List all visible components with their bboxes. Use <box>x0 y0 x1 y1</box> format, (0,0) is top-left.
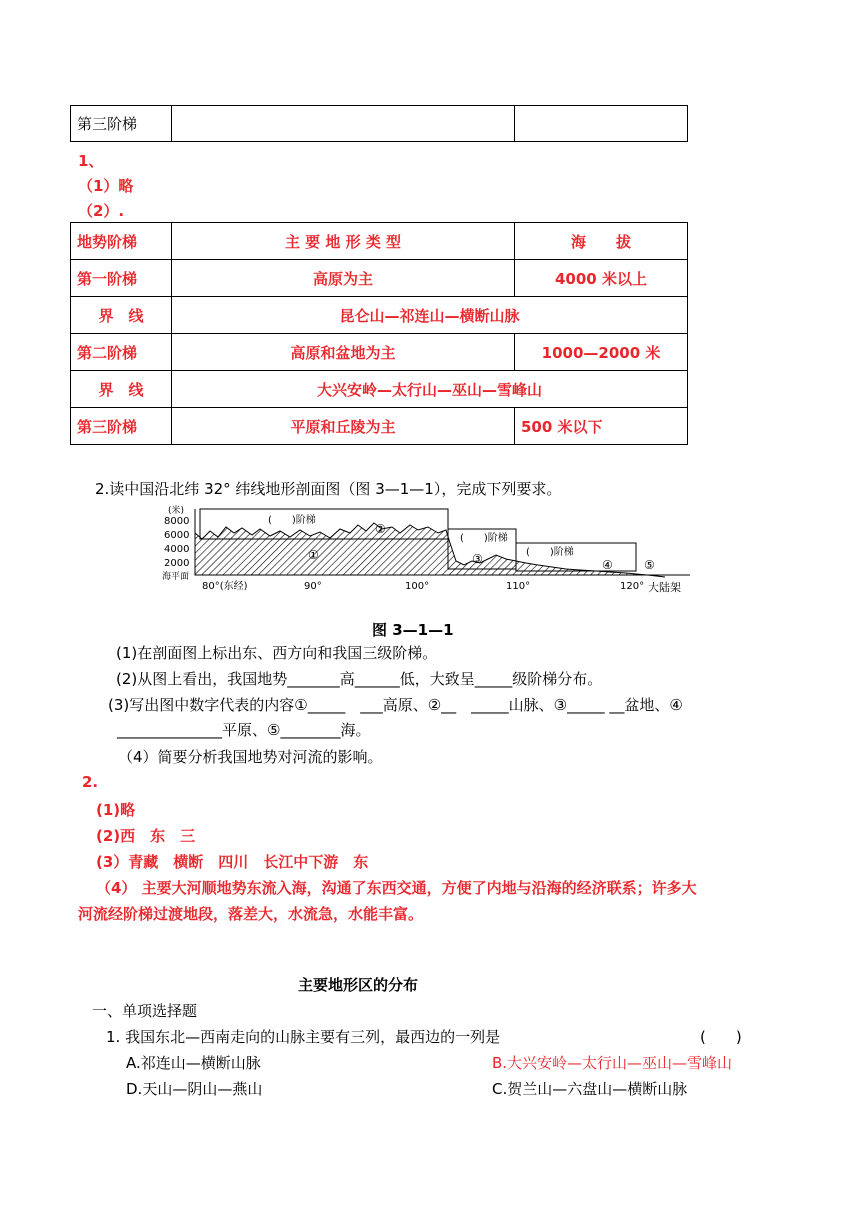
q2-subq1: (1)在剖面图上标出东、西方向和我国三级阶梯。 <box>116 644 438 662</box>
shelf-label: 大陆架 <box>648 581 681 594</box>
answer2-a1: (1)略 <box>96 801 136 819</box>
option-d: D.天山—阴山—燕山 <box>126 1080 263 1098</box>
q2-subq3: (3)写出图中数字代表的内容①_____ ___高原、②__ _____山脉、③_____ __盆地、④ <box>108 696 683 714</box>
x-tick: 80°(东经) <box>202 581 248 592</box>
marker-3: ③ <box>472 552 483 566</box>
answer-table-cell: 1000—2000 米 <box>515 334 688 371</box>
answer-table-cell: 第三阶梯 <box>71 408 172 445</box>
top-table-row-label: 第三阶梯 <box>71 106 172 142</box>
answer-table-cell: 昆仑山—祁连山—横断山脉 <box>172 297 688 334</box>
top-table-cell <box>515 106 688 142</box>
answer-table-cell: 第一阶梯 <box>71 260 172 297</box>
option-b: B.大兴安岭—太行山—巫山—雪峰山 <box>492 1054 733 1072</box>
answer-table-cell: 500 米以下 <box>515 408 688 445</box>
marker-4: ④ <box>602 558 613 572</box>
answer-table-header: 海 拔 <box>515 223 688 260</box>
y-tick: 8000 <box>164 516 190 527</box>
y-tick: 海平面 <box>162 572 190 582</box>
answer-table-cell: 4000 米以上 <box>515 260 688 297</box>
top-table-cell <box>172 106 515 142</box>
step-label: ( )阶梯 <box>460 533 508 544</box>
marker-1: ① <box>308 548 319 562</box>
x-tick: 110° <box>506 581 531 592</box>
x-tick: 90° <box>304 581 322 592</box>
answer2-a2: (2)西 东 三 <box>96 827 196 845</box>
answer2-num: 2. <box>82 773 99 791</box>
answer-table-cell: 高原和盆地为主 <box>172 334 515 371</box>
option-a: A.祁连山—横断山脉 <box>126 1054 261 1072</box>
answer-table-cell: 第二阶梯 <box>71 334 172 371</box>
top-table <box>70 105 688 142</box>
answer2-a4-cont: 河流经阶梯过渡地段，落差大，水流急，水能丰富。 <box>78 905 424 923</box>
profile-figure <box>160 503 700 598</box>
answer2-a4: （4） 主要大河顺地势东流入海，沟通了东西交通，方便了内地与沿海的经济联系；许多大 <box>96 879 697 897</box>
x-tick: 100° <box>405 581 430 592</box>
answer2-a3: (3）青藏 横断 四川 长江中下游 东 <box>96 853 369 871</box>
answer-table-cell: 平原和丘陵为主 <box>172 408 515 445</box>
choice-q1-paren: ( ) <box>700 1028 742 1046</box>
y-unit: (米) <box>168 506 185 516</box>
y-tick: 4000 <box>164 544 190 555</box>
y-tick: 6000 <box>164 530 190 541</box>
marker-5: ⑤ <box>644 558 655 572</box>
answer-table-cell: 大兴安岭—太行山—巫山—雪峰山 <box>172 371 688 408</box>
answer-table-header: 地势阶梯 <box>71 223 172 260</box>
step-label: ( )阶梯 <box>526 547 574 558</box>
q2-subq4: （4）简要分析我国地势对河流的影响。 <box>118 748 383 766</box>
answer-table-cell: 高原为主 <box>172 260 515 297</box>
answer1-p2: （2）. <box>78 202 125 220</box>
marker-2: ② <box>375 522 386 536</box>
choice-q1-stem: 1. 我国东北—西南走向的山脉主要有三列，最西边的一列是 <box>106 1028 501 1046</box>
x-tick: 120° <box>620 581 645 592</box>
answer1-num: 1、 <box>78 152 104 170</box>
answer-table <box>70 222 688 445</box>
figure-caption: 图 3—1—1 <box>372 621 454 639</box>
step-label: ( )阶梯 <box>268 515 316 526</box>
answer-table-cell: 界 线 <box>71 371 172 408</box>
section-part: 一、单项选择题 <box>92 1002 198 1020</box>
section-title: 主要地形区的分布 <box>298 976 419 994</box>
answer-table-header: 主 要 地 形 类 型 <box>172 223 515 260</box>
q2-title: 2.读中国沿北纬 32° 纬线地形剖面图（图 3—1—1），完成下列要求。 <box>95 480 562 498</box>
option-c: C.贺兰山—六盘山—横断山脉 <box>492 1080 688 1098</box>
answer1-p1: （1）略 <box>78 177 134 195</box>
answer-table-cell: 界 线 <box>71 297 172 334</box>
q2-subq3-cont: ______________平原、⑤________海。 <box>117 721 371 739</box>
q2-subq2: (2)从图上看出，我国地势_______高______低，大致呈_____级阶梯分布。 <box>116 670 603 688</box>
y-tick: 2000 <box>164 558 190 569</box>
